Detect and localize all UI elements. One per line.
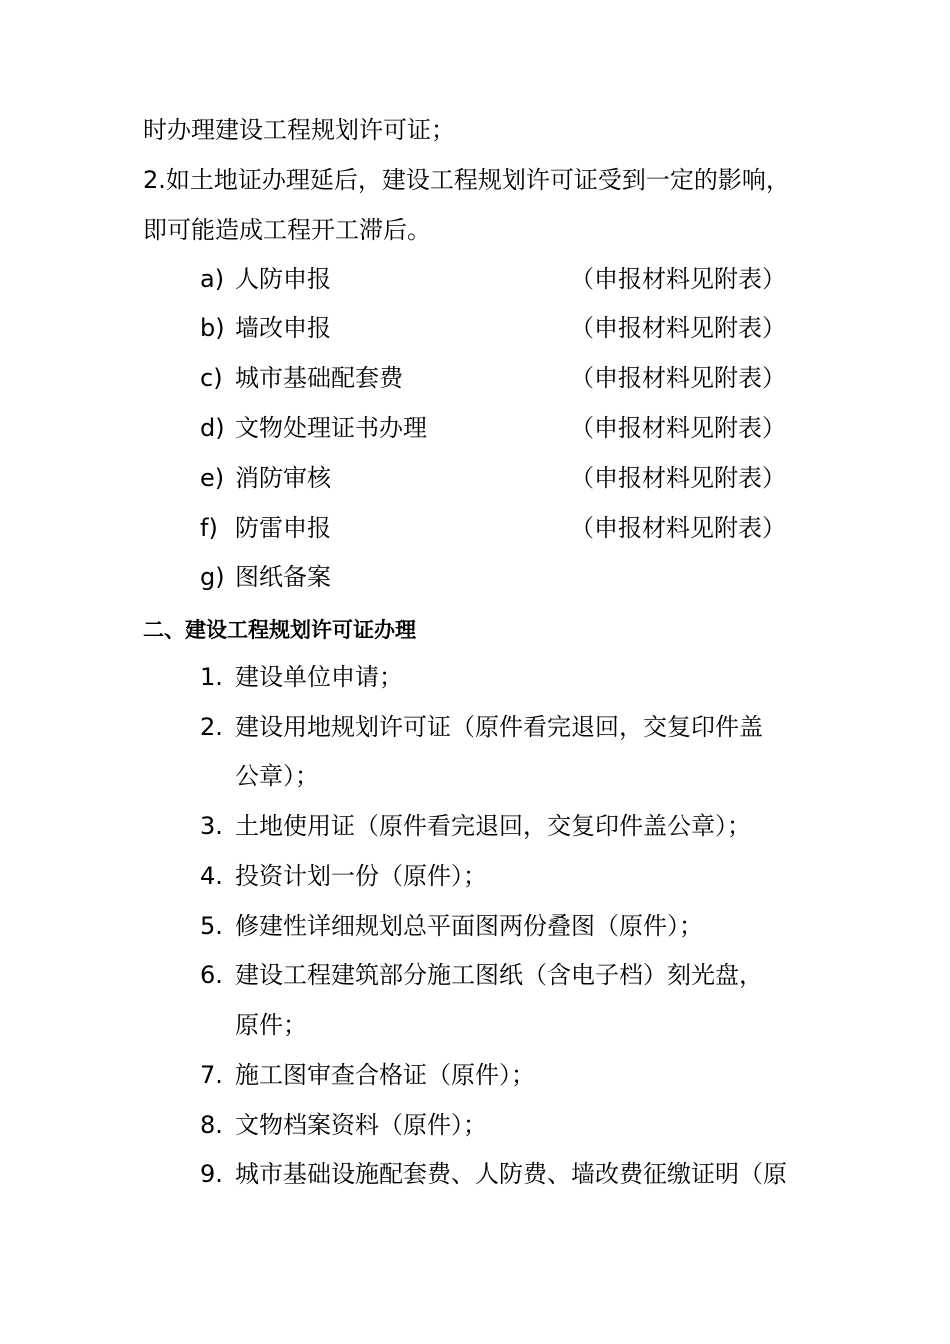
list-item-note: （申报材料见附表） — [570, 514, 786, 542]
list-item-marker: a) — [200, 265, 225, 293]
list-item-note: （申报材料见附表） — [570, 265, 786, 293]
list-item-marker: b) — [200, 314, 225, 342]
list-item-marker: c) — [200, 364, 223, 392]
list-item-note: （申报材料见附表） — [570, 314, 786, 342]
list-item-text: 修建性详细规划总平面图两份叠图（原件）； — [235, 912, 703, 940]
list-item-number: 2. — [200, 713, 223, 741]
list-item-text: 城市基础设施配套费、人防费、墙改费征缴证明（原 — [235, 1160, 787, 1188]
list-item-marker: e) — [200, 464, 225, 492]
list-item-text: 城市基础配套费 — [235, 364, 403, 392]
list-item-number: 3. — [200, 812, 223, 840]
intro-line-2: 2.如土地证办理延后，建设工程规划许可证受到一定的影响， — [143, 166, 790, 194]
list-item-text: 投资计划一份（原件）； — [235, 862, 487, 890]
intro-line-3: 即可能造成工程开工滞后。 — [143, 216, 431, 244]
list-item-marker: f) — [200, 514, 218, 542]
list-item-note: （申报材料见附表） — [570, 364, 786, 392]
list-item-text-continued: 原件； — [235, 1011, 307, 1039]
intro-line-1: 时办理建设工程规划许可证； — [143, 116, 455, 144]
list-item-text: 墙改申报 — [235, 314, 331, 342]
list-item-text: 消防审核 — [235, 464, 331, 492]
section-heading: 二、建设工程规划许可证办理 — [143, 618, 416, 642]
list-item-text: 土地使用证（原件看完退回，交复印件盖公章）； — [235, 812, 751, 840]
list-item-note: （申报材料见附表） — [570, 464, 786, 492]
list-item-text: 施工图审查合格证（原件）； — [235, 1061, 535, 1089]
list-item-number: 7. — [200, 1061, 223, 1089]
list-item-number: 4. — [200, 862, 223, 890]
list-item-number: 9. — [200, 1160, 223, 1188]
list-item-number: 1. — [200, 663, 223, 691]
list-item-marker: d) — [200, 414, 225, 442]
list-item-note: （申报材料见附表） — [570, 414, 786, 442]
list-item-text: 防雷申报 — [235, 514, 331, 542]
list-item-number: 8. — [200, 1111, 223, 1139]
list-item-text: 文物档案资料（原件）； — [235, 1111, 487, 1139]
list-item-text: 人防申报 — [235, 265, 331, 293]
list-item-text: 建设工程建筑部分施工图纸（含电子档）刻光盘， — [235, 961, 763, 989]
list-item-number: 5. — [200, 912, 223, 940]
list-item-number: 6. — [200, 961, 223, 989]
list-item-text-continued: 公章）； — [235, 762, 319, 790]
list-item-text: 建设单位申请； — [235, 663, 403, 691]
list-item-text: 建设用地规划许可证（原件看完退回，交复印件盖 — [235, 713, 763, 741]
list-item-text: 文物处理证书办理 — [235, 414, 427, 442]
list-item-text: 图纸备案 — [235, 563, 331, 591]
list-item-marker: g) — [200, 563, 225, 591]
